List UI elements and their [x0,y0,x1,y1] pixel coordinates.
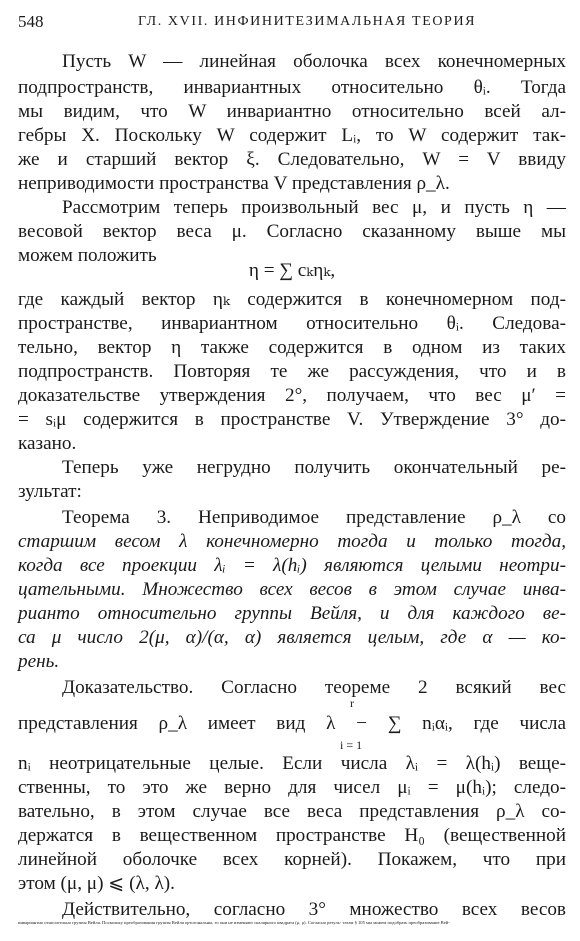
text-line: nᵢ неотрицательные целые. Если числа λᵢ = λ(hᵢ) веще- [18,753,566,774]
text-line: Действительно, согласно 3° множество всех весов [62,899,566,920]
theorem-line: рианто относительно группы Вейля, и для каждого ве- [18,603,566,624]
theorem-line: са μ число 2(μ, α)/(α, α) является целым, где α — ко- [18,627,566,648]
text-line: тельно, вектор η также содержится в одном из таких [18,337,566,358]
text-line: же и старший вектор ξ. Следовательно, W = V ввиду [18,149,566,170]
text-line: гебры X. Поскольку W содержит Lᵢ, то W содержит так- [18,125,566,146]
text-line: можем положить [18,245,157,266]
text-line-with-sum [18,706,566,742]
text-line: ственны, то это же верно для чисел μᵢ = μ(hᵢ); следо- [18,777,566,798]
text-line: Теперь уже негрудно получить окончательный ре- [62,457,566,478]
page-number: 548 [18,12,44,31]
theorem-line: старшим весом λ конечномерно тогда и только тогда, [18,531,566,552]
text-line: где каждый вектор ηₖ содержится в конечномерном под- [18,289,566,310]
text-line: казано. [18,433,77,454]
text-line: Рассмотрим теперь произвольный вес μ, и пусть η — [62,197,566,218]
running-title: ГЛ. XVII. ИНФИНИТЕЗИМАЛЬНАЯ ТЕОРИЯ [138,14,477,29]
theorem-line: Теорема 3. Неприводимое представление ρ_λ со [62,507,566,528]
text-line: инвариантно относительно группы Вейля. Поскольку [18,920,125,925]
sum-upper-limit: r [350,696,354,710]
text-line: подпространств. Повторяя те же рассуждения, что и в [18,361,566,382]
text-line: весовой вектор веса μ. Согласно сказанному выше мы [18,221,566,242]
text-line: линейной оболочке всех корней). Покажем, что при [18,849,566,870]
text-line: Пусть W — линейная оболочка всех конечномерных [62,51,566,72]
text-line: держатся в вещественном пространстве H₀ (вещественной [18,825,566,846]
theorem-line: когда все проекции λᵢ = λ(hᵢ) являются целыми неотри- [18,555,566,576]
display-formula: η = ∑ cₖηₖ, [248,260,336,281]
sum-lower-limit: i = 1 [340,738,363,752]
text-line: неприводимости пространства V представления ρ_λ. [18,173,450,194]
text-line: подпространств, инвариантных относительно θᵢ. Тогда [18,77,566,98]
text-line: этом (μ, μ) ⩽ (λ, λ). [18,873,175,894]
text-line: мы видим, что W инвариантно относительно всей ал- [18,101,566,122]
text-line: доказательстве утверждения 2°, получаем, что вес μ′ = [18,385,566,406]
text-line: пространстве, инвариантном относительно θᵢ. Следова- [18,313,566,334]
page-header [18,12,566,34]
sum-line-text: представления ρ_λ имеет вид λ − ∑ nᵢαᵢ, где числа [18,713,566,734]
text-line: изменяют скалярного квадрата (μ, μ). Согласно резуль- [233,920,343,925]
text-line: Доказательство. Согласно теореме 2 всякий вес [62,677,566,698]
theorem-line: цательными. Множество всех весов в этом случае инва- [18,579,566,600]
text-line: = sᵢμ содержится в пространстве V. Утверждение 3° до- [18,409,566,430]
text-block-tail [18,920,566,940]
text-line: вательно, в этом случае все веса представления ρ_λ со- [18,801,566,822]
text-line: преобразования группы Вейля ортогональны, то они не [124,920,234,925]
theorem-line: рень. [18,651,60,672]
text-line: зультат: [18,481,82,502]
text-line: татам § 105 мы можем подобрать преобразование Вей- [342,920,450,925]
